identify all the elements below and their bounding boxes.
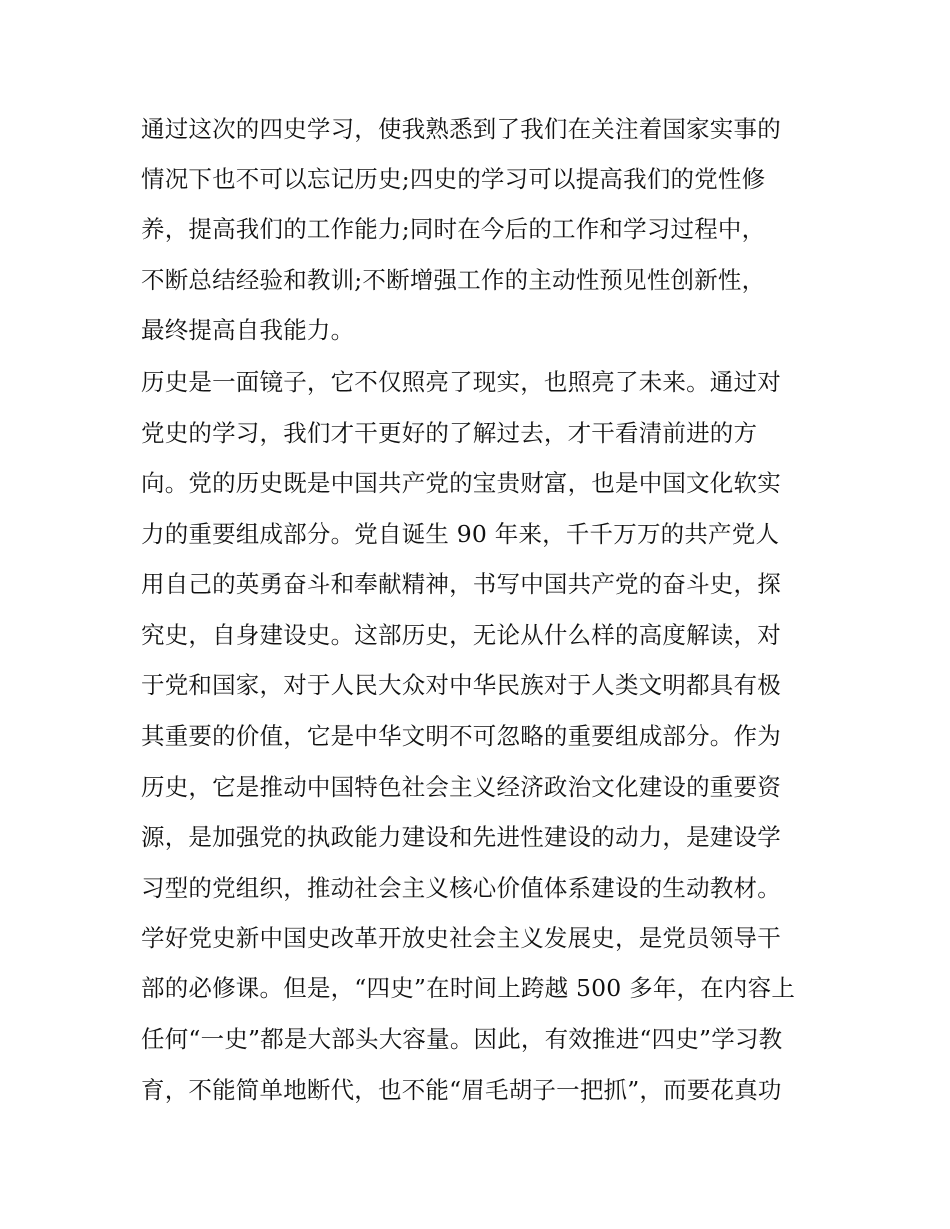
text-line: 育，不能简单地断代，也不能“眉毛胡子一把抓”，而要花真功 bbox=[141, 1076, 782, 1104]
text-line: 于党和国家，对于人民大众对中华民族对于人类文明都具有极 bbox=[141, 671, 781, 699]
text-line: 养，提高我们的工作能力;同时在今后的工作和学习过程中， bbox=[141, 215, 766, 243]
text-line: 通过这次的四史学习，使我熟悉到了我们在关注着国家实事的 bbox=[141, 115, 781, 143]
text-line: 最终提高自我能力。 bbox=[141, 316, 355, 344]
text-line: 任何“一史”都是大部头大容量。因此，有效推进“四史”学习教 bbox=[141, 1025, 783, 1053]
text-line: 源，是加强党的执政能力建设和先进性建设的动力，是建设学 bbox=[141, 823, 781, 851]
text-line: 情况下也不可以忘记历史;四史的学习可以提高我们的党性修 bbox=[141, 165, 766, 193]
text-line: 学好党史新中国史改革开放史社会主义发展史，是党员领导干 bbox=[141, 924, 781, 952]
text-line: 其重要的价值，它是中华文明不可忽略的重要组成部分。作为 bbox=[141, 722, 781, 750]
text-line: 力的重要组成部分。党自诞生 90 年来，千千万万的共产党人 bbox=[141, 520, 780, 548]
text-line: 究史，自身建设史。这部历史，无论从什么样的高度解读，对 bbox=[141, 621, 781, 649]
text-line: 向。党的历史既是中国共产党的宝贵财富，也是中国文化软实 bbox=[141, 469, 781, 497]
text-line: 不断总结经验和教训;不断增强工作的主动性预见性创新性， bbox=[141, 266, 766, 294]
text-line: 用自己的英勇奋斗和奉献精神，书写中国共产党的奋斗史，探 bbox=[141, 570, 781, 598]
text-line: 习型的党组织，推动社会主义核心价值体系建设的生动教材。 bbox=[141, 874, 781, 902]
text-line: 部的必修课。但是，“四史”在时间上跨越 500 多年，在内容上 bbox=[141, 974, 796, 1002]
text-line: 历史是一面镜子，它不仅照亮了现实，也照亮了未来。通过对 bbox=[141, 368, 781, 396]
text-line: 党史的学习，我们才干更好的了解过去，才干看清前进的方 bbox=[141, 419, 758, 447]
text-line: 历史，它是推动中国特色社会主义经济政治文化建设的重要资 bbox=[141, 773, 781, 801]
